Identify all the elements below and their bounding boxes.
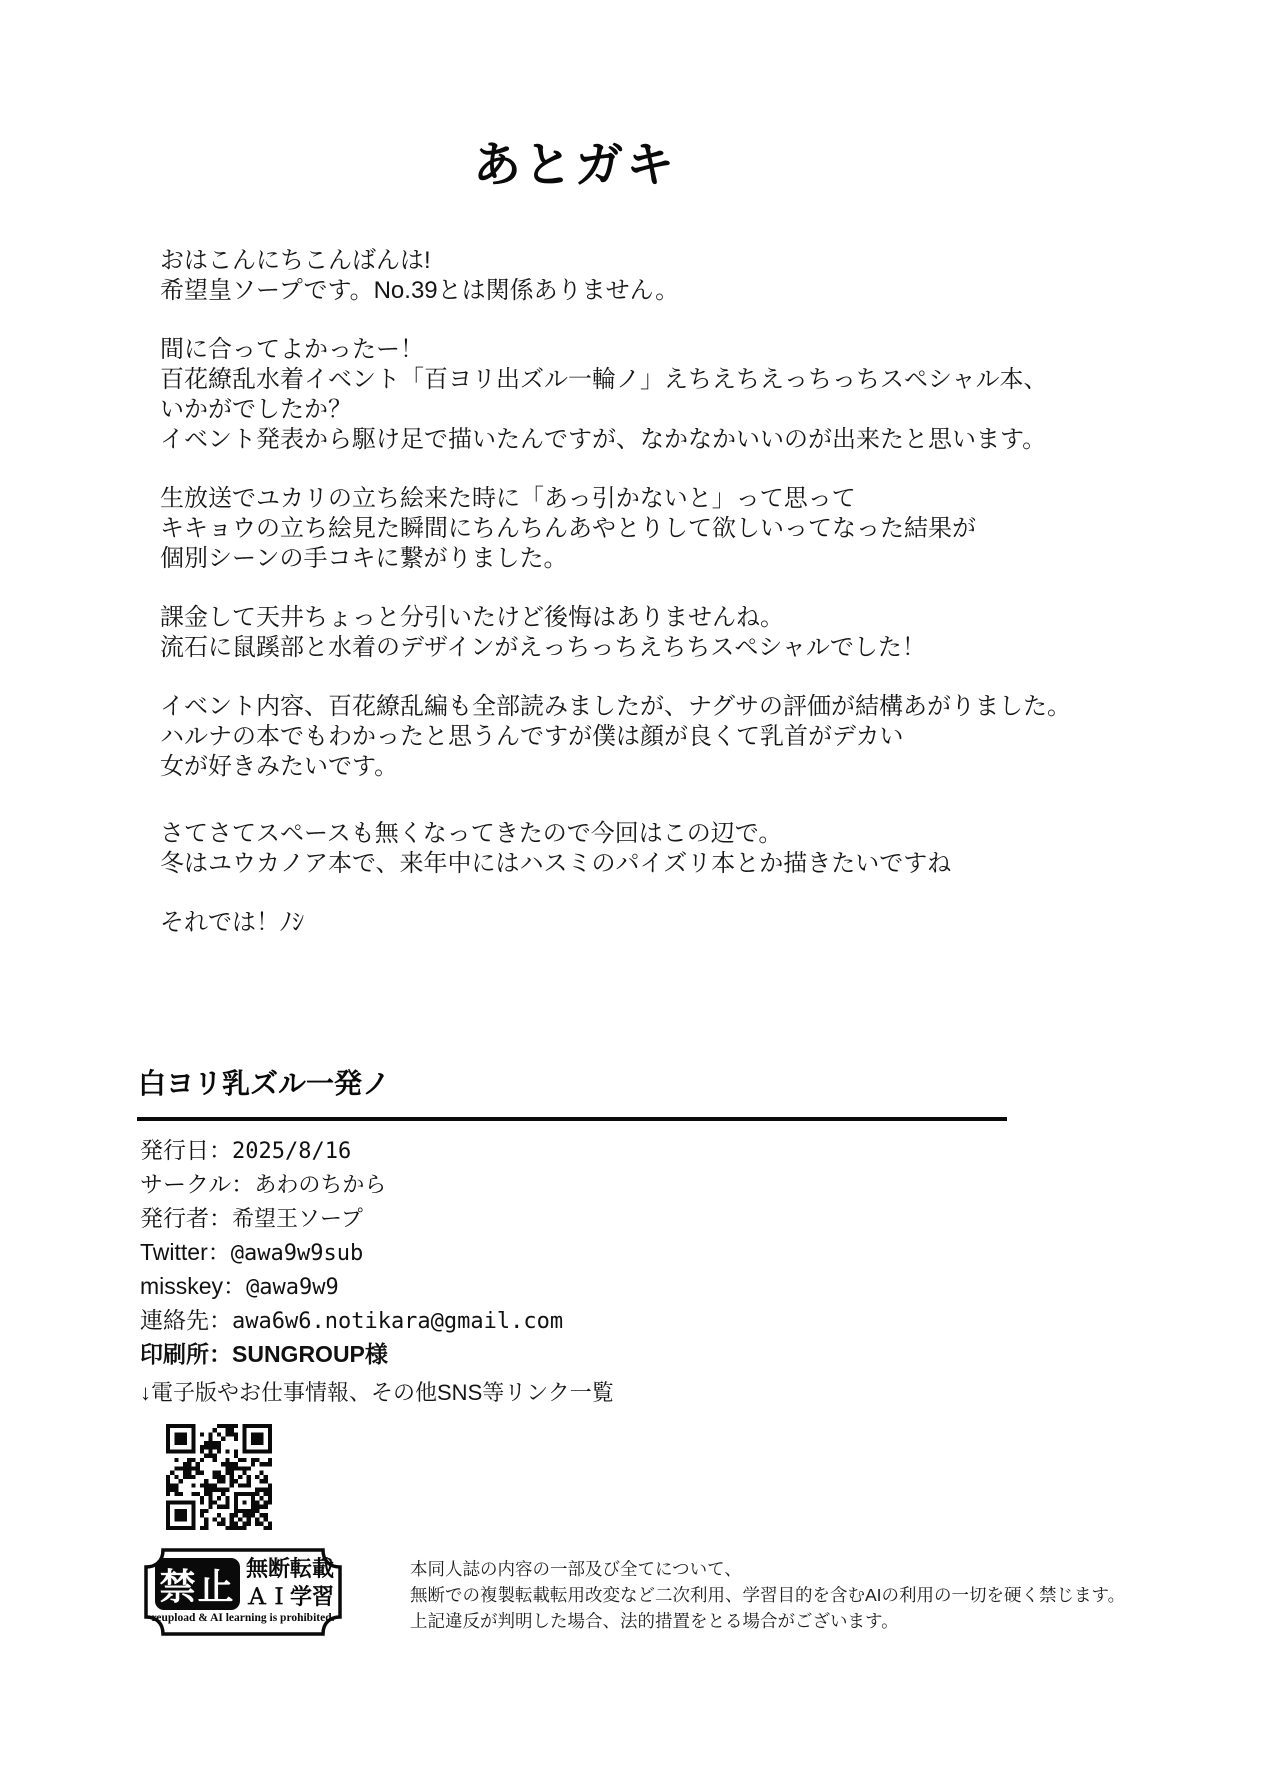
disclaimer-line: 本同人誌の内容の一部及び全てについて、: [410, 1559, 742, 1579]
body-line: 流石に鼠蹊部と水着のデザインがえっちっちえちちスペシャルでした！: [160, 634, 926, 661]
stamp-line2: ＡＩ学習: [245, 1584, 334, 1609]
colophon-label: Twitter：: [140, 1239, 231, 1265]
body-line: それでは！ﾉｼ: [160, 909, 304, 936]
page-title: あとガキ: [472, 139, 677, 192]
colophon-value: あわのちから: [254, 1173, 387, 1198]
qr-code: [166, 1424, 272, 1530]
colophon-label: 発行日：: [140, 1137, 232, 1163]
colophon-entry: [140, 1168, 563, 1202]
colophon-label: 発行者：: [140, 1205, 232, 1231]
colophon-value: 2025/8/16: [232, 1139, 352, 1164]
colophon-value: @awa9w9: [246, 1275, 339, 1300]
colophon-entry: [140, 1270, 563, 1304]
afterword-body: [160, 246, 1160, 967]
paragraph: [160, 246, 1160, 306]
body-line: 百花繚乱水着イベント「百ヨリ出ズル一輪ノ」えちえちえっちっちスペシャル本、: [160, 366, 1048, 393]
paragraph: [160, 692, 1160, 782]
links-note: ↓電子版やお仕事情報、その他SNS等リンク一覧: [140, 1380, 614, 1405]
divider: [137, 1117, 1007, 1121]
prohibited-badge: 禁止: [155, 1558, 240, 1610]
body-line: イベント発表から駆け足で描いたんですが、なかなかいいのが出来たと思います。: [160, 426, 1047, 453]
colophon-entry: [140, 1304, 563, 1338]
disclaimer-line: 上記違反が判明した場合、法的措置をとる場合がございます。: [410, 1611, 899, 1631]
paragraph: [160, 819, 1160, 879]
stamp-text-jp: [242, 1555, 338, 1611]
body-line: 冬はユウカノア本で、来年中にはハスミのパイズリ本とか描きたいですね: [160, 850, 952, 877]
body-line: 希望皇ソープです。No.39とは関係ありません。: [160, 277, 680, 304]
colophon-entry: [140, 1338, 563, 1371]
body-line: イベント内容、百花繚乱編も全部読みましたが、ナグサの評価が結構あがりました。: [160, 693, 1072, 720]
colophon-label: サークル：: [140, 1171, 255, 1197]
body-line: 女が好きみたいです。: [160, 753, 399, 780]
stamp-text-en: reupload & AI learning is prohibited.: [151, 1612, 335, 1624]
paragraph: [160, 908, 1160, 938]
body-line: おはこんにちこんばんは!: [160, 247, 431, 274]
colophon-label: misskey：: [140, 1273, 247, 1299]
no-repost-stamp: [142, 1546, 344, 1638]
colophon-value: SUNGROUP様: [232, 1341, 388, 1367]
colophon-entry: [140, 1236, 563, 1270]
disclaimer-line: 無断での複製転載転用改変など二次利用、学習目的を含むAIの利用の一切を硬く禁じます。: [410, 1585, 1126, 1605]
body-line: さてさてスペースも無くなってきたので今回はこの辺で。: [160, 820, 783, 847]
body-line: 生放送でユカリの立ち絵来た時に「あっ引かないと」って思って: [160, 485, 856, 512]
stamp-line1: 無断転載: [245, 1556, 334, 1581]
body-line: ハルナの本でもわかったと思うんですが僕は顔が良くて乳首がデカい: [160, 723, 904, 750]
paragraph: [160, 335, 1160, 455]
book-title: 白ヨリ乳ズル一発ノ: [138, 1068, 391, 1099]
body-line: キキョウの立ち絵見た瞬間にちんちんあやとりして欲しいってなった結果が: [160, 515, 976, 542]
body-line: いかがでしたか？: [160, 396, 352, 423]
body-line: 間に合ってよかったー！: [160, 336, 424, 363]
legal-disclaimer: [410, 1556, 1125, 1634]
colophon-value: awa6w6.notikara@gmail.com: [232, 1309, 564, 1334]
colophon-entry: [140, 1134, 563, 1168]
colophon-value: 希望王ソープ: [232, 1207, 363, 1232]
body-line: 課金して天井ちょっと分引いたけど後悔はありませんね。: [160, 604, 784, 631]
colophon-label: 印刷所：: [140, 1341, 232, 1367]
colophon: [140, 1134, 563, 1371]
paragraph: [160, 603, 1160, 663]
colophon-entry: [140, 1202, 563, 1236]
colophon-value: @awa9w9sub: [230, 1241, 364, 1266]
paragraph: [160, 484, 1160, 574]
colophon-label: 連絡先：: [140, 1307, 232, 1333]
body-line: 個別シーンの手コキに繋がりました。: [160, 545, 568, 572]
